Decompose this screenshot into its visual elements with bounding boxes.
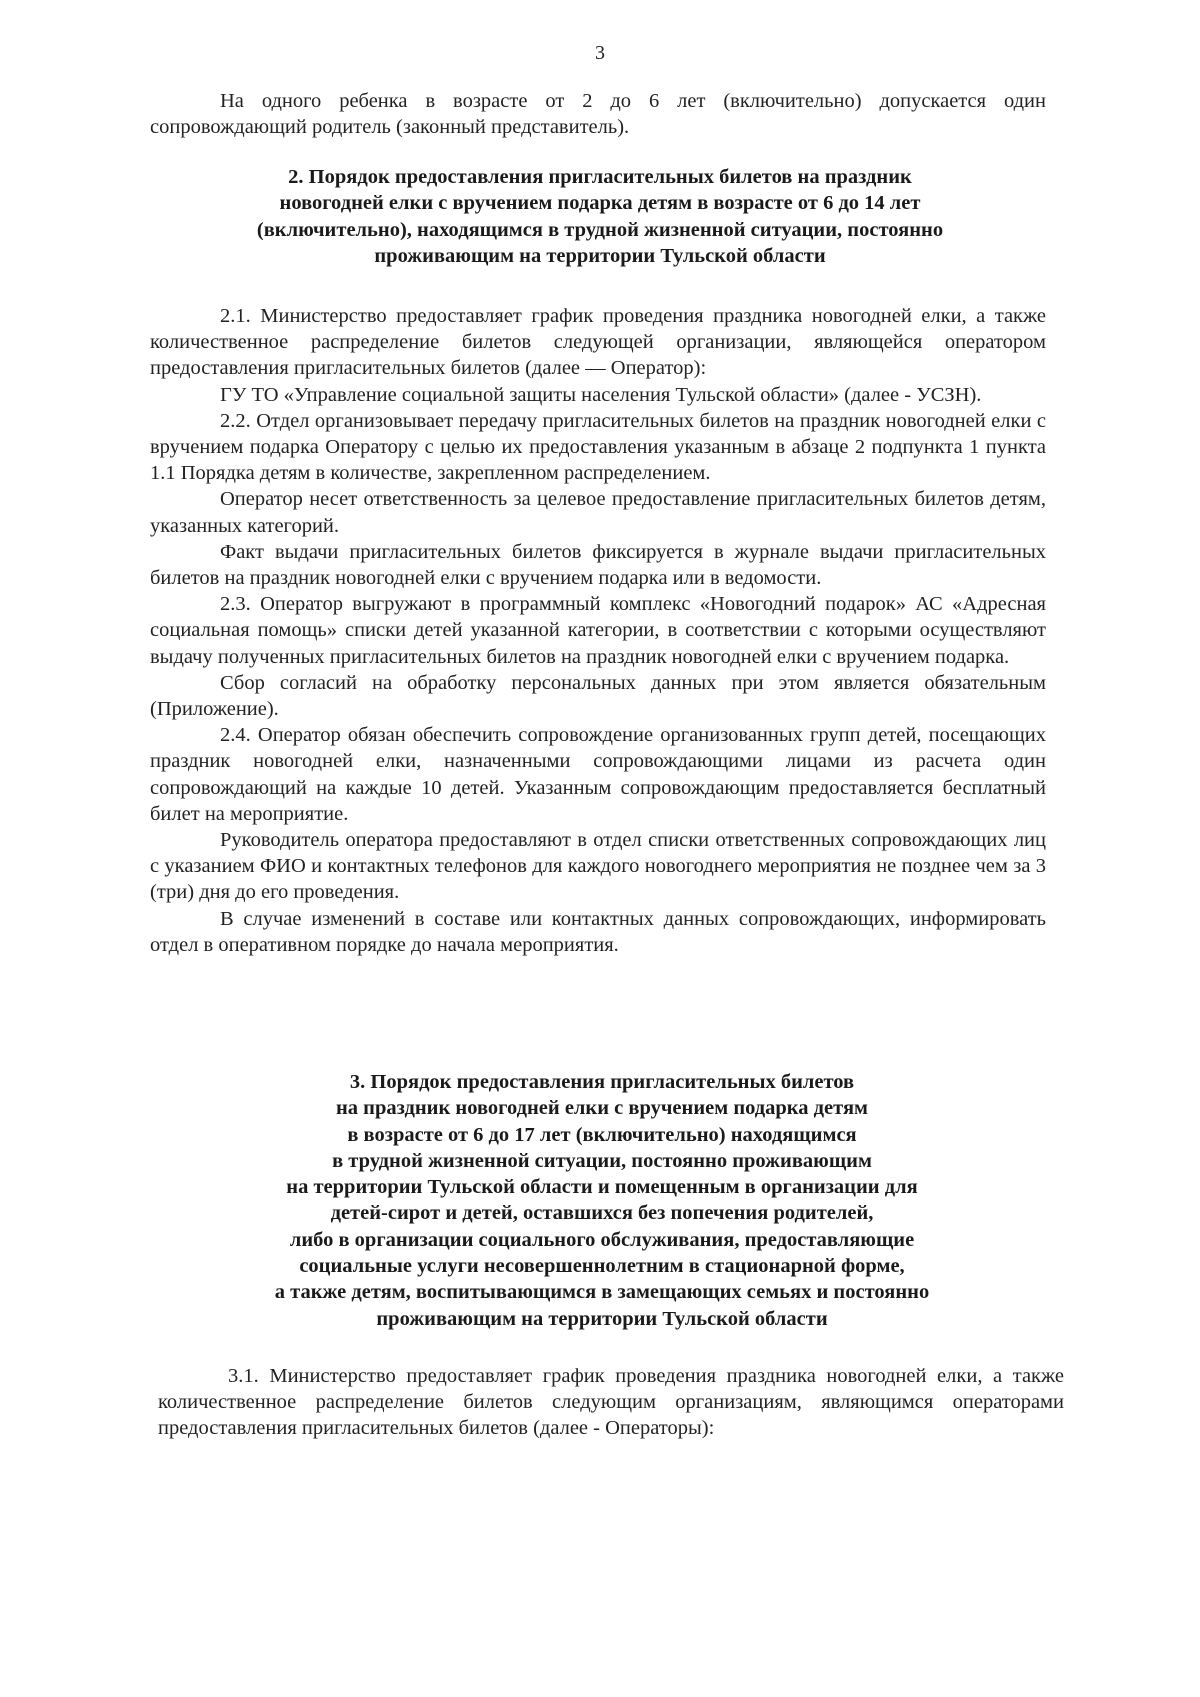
paragraph-2-4-changes: В случае изменений в составе или контактных данных сопровождающих, информировать отдел в оперативном порядке до начала мероприятия. [150, 907, 1046, 956]
section-2-body [150, 303, 1046, 958]
section-3-heading-line: либо в организации социального обслуживания, предоставляющие [289, 1228, 915, 1251]
section-2-heading-line: новогодней елки с вручением подарка детям в возрасте от 6 до 14 лет [279, 192, 921, 215]
paragraph-3-1: 3.1. Министерство предоставляет график проведения праздника новогодней елки, а также количественное распределение билетов следующим организациям, являющимся операторами предоставления пригласительных билетов (далее - Операторы): [158, 1365, 1064, 1440]
section-3-heading-line: а также детям, воспитывающимся в замещающих семьях и постоянно [274, 1281, 930, 1304]
paragraph-2-4-head: Руководитель оператора предоставляют в отдел списки ответственных сопровождающих лиц с указанием ФИО и контактных телефонов для каждого новогоднего мероприятия не позднее чем за 3 (три) дня до его проведения. [150, 829, 1046, 904]
section-3-heading [150, 1069, 1054, 1332]
intro-text: На одного ребенка в возрасте от 2 до 6 лет (включительно) допускается один сопровождающий родитель (законный представитель). [150, 90, 1046, 139]
section-2-heading-line: проживающим на территории Тульской области [374, 244, 826, 267]
paragraph-2-1-operator: ГУ ТО «Управление социальной защиты населения Тульской области» (далее - УСЗН). [220, 383, 982, 406]
paragraph-2-4: 2.4. Оператор обязан обеспечить сопровождение организованных групп детей, посещающих праздник новогодней елки, назначенными сопровождающими лицами из расчета один сопровождающий на каждые 10 детей. Указанным сопровождающим предоставляется бесплатный билет на мероприятие. [150, 724, 1046, 825]
paragraph-2-2-journal: Факт выдачи пригласительных билетов фиксируется в журнале выдачи пригласительных билетов на праздник новогодней елки с вручением подарка или в ведомости. [150, 540, 1046, 590]
section-3-heading-line: в возрасте от 6 до 17 лет (включительно) находящимся [347, 1123, 857, 1146]
paragraph-2-2: 2.2. Отдел организовывает передачу пригласительных билетов на праздник новогодней елки с вручением подарка Оператору с целью их предоставления указанным в абзаце 2 подпункта 1 пункта 1.1 Порядка детям в количестве, закрепленном распределением. [150, 409, 1046, 485]
section-3-heading-line: на территории Тульской области и помещенным в организации для [286, 1176, 918, 1199]
paragraph-2-2-responsibility: Оператор несет ответственность за целевое предоставление пригласительных билетов детям, указанных категорий. [150, 488, 1046, 537]
paragraph-2-1: 2.1. Министерство предоставляет график проведения праздника новогодней елки, а также количественное распределение билетов следующей организации, являющейся оператором предоставления пригласительных билетов (далее — Оператор): [150, 305, 1046, 380]
section-2-heading-line: 2. Порядок предоставления пригласительных билетов на праздник [288, 166, 912, 188]
section-3-heading-line: детей-сирот и детей, оставшихся без попечения родителей, [330, 1202, 874, 1225]
page-number: 3 [595, 42, 605, 64]
section-3-body [158, 1363, 1064, 1442]
paragraph-2-3-consent: Сбор согласий на обработку персональных данных при этом является обязательным (Приложение). [150, 671, 1046, 721]
section-3-heading-line: 3. Порядок предоставления пригласительных билетов [349, 1071, 855, 1093]
section-3-heading-line: социальные услуги несовершеннолетним в стационарной форме, [299, 1255, 905, 1278]
section-2-heading [150, 164, 1050, 269]
paragraph-2-3: 2.3. Оператор выгружают в программный комплекс «Новогодний подарок» АС «Адресная социальная помощь» списки детей указанной категории, в соответствии с которыми осуществляют выдачу полученных пригласительных билетов на праздник новогодней елки с вручением подарка. [150, 593, 1046, 668]
section-3-heading-line: в трудной жизненной ситуации, постоянно проживающим [332, 1149, 872, 1172]
intro-paragraph [150, 88, 1046, 140]
section-3-heading-line: на праздник новогодней елки с вручением подарка детям [335, 1097, 869, 1120]
section-2-heading-line: (включительно), находящимся в трудной жизненной ситуации, постоянно [256, 218, 944, 241]
section-3-heading-line: проживающим на территории Тульской области [376, 1307, 828, 1330]
